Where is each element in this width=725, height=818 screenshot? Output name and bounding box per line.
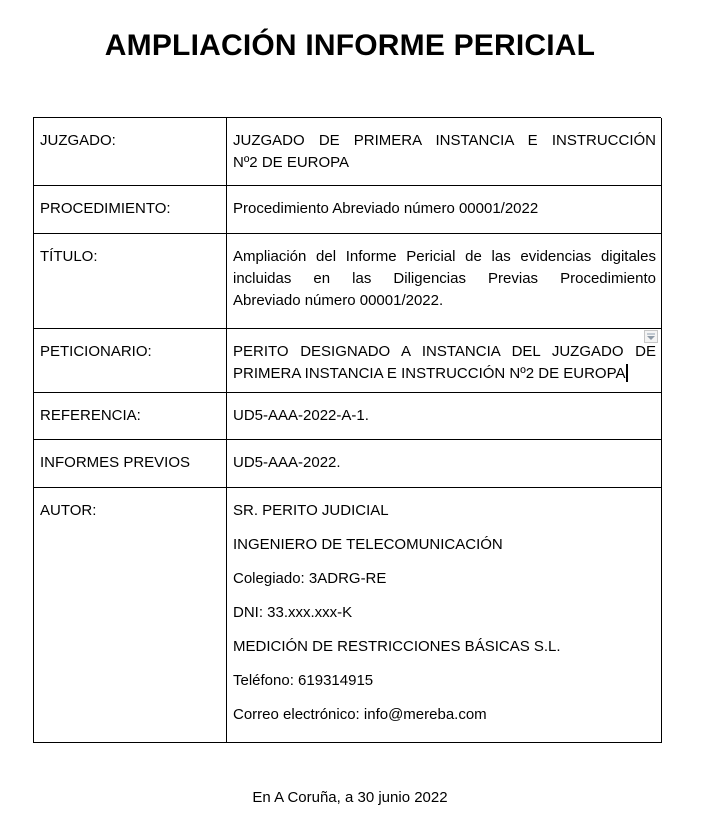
chevron-down-icon	[647, 336, 655, 340]
label-text[interactable]: AUTOR:	[40, 502, 97, 519]
label-text[interactable]: JUZGADO:	[40, 132, 116, 149]
row-value-informes-previos	[227, 440, 662, 488]
info-table	[33, 117, 661, 743]
row-value-procedimiento	[227, 186, 662, 234]
row-label-referencia	[34, 393, 227, 440]
text-line[interactable]: Ampliación del Informe Pericial de las evidencias digitales	[233, 248, 656, 265]
text-line[interactable]: Nº2 DE EUROPA	[233, 154, 350, 171]
text-line-with-caret[interactable]	[233, 363, 656, 385]
text-line[interactable]: PERITO DESIGNADO A INSTANCIA DEL JUZGADO DE	[233, 343, 656, 360]
row-value-juzgado	[227, 118, 662, 186]
author-line[interactable]: DNI: 33.xxx.xxx-K	[233, 604, 353, 621]
author-line[interactable]: INGENIERO DE TELECOMUNICACIÓN	[233, 536, 503, 553]
text-line[interactable]: Abreviado número 00001/2022.	[233, 292, 444, 309]
autocorrect-bar-icon	[647, 333, 655, 335]
author-line[interactable]: MEDICIÓN DE RESTRICCIONES BÁSICAS S.L.	[233, 638, 561, 655]
autocorrect-options-button[interactable]	[644, 330, 658, 343]
document-title[interactable]: AMPLIACIÓN INFORME PERICIAL	[104, 29, 596, 62]
row-value-peticionario[interactable]	[227, 329, 662, 393]
label-text[interactable]: PROCEDIMIENTO:	[40, 200, 171, 217]
document-footer-dateline[interactable]: En A Coruña, a 30 junio 2022	[252, 789, 448, 806]
row-label-juzgado	[34, 118, 227, 186]
row-label-procedimiento	[34, 186, 227, 234]
row-label-informes-previos	[34, 440, 227, 488]
text-line[interactable]: PRIMERA INSTANCIA E INSTRUCCIÓN Nº2 DE EUROPA	[233, 365, 626, 382]
text-line[interactable]: UD5-AAA-2022.	[233, 454, 341, 471]
author-line[interactable]: SR. PERITO JUDICIAL	[233, 502, 389, 519]
row-label-peticionario	[34, 329, 227, 393]
label-text[interactable]: REFERENCIA:	[40, 407, 141, 424]
author-line[interactable]: Colegiado: 3ADRG-RE	[233, 570, 387, 587]
label-text[interactable]: TÍTULO:	[40, 248, 98, 265]
text-line[interactable]: Procedimiento Abreviado número 00001/2022	[233, 200, 539, 217]
row-label-titulo	[34, 234, 227, 329]
author-line[interactable]: Teléfono: 619314915	[233, 672, 374, 689]
label-text[interactable]: PETICIONARIO:	[40, 343, 152, 360]
row-value-titulo	[227, 234, 662, 329]
row-label-autor	[34, 488, 227, 743]
label-text[interactable]: INFORMES PREVIOS	[40, 454, 191, 471]
text-line[interactable]: JUZGADO DE PRIMERA INSTANCIA E INSTRUCCIÓN	[233, 132, 656, 149]
text-line[interactable]: incluidas en las Diligencias Previas Procedimiento	[233, 270, 656, 287]
author-line[interactable]: Correo electrónico: info@mereba.com	[233, 706, 487, 723]
row-value-referencia	[227, 393, 662, 440]
text-line[interactable]: UD5-AAA-2022-A-1.	[233, 407, 369, 424]
row-value-autor	[227, 488, 662, 743]
text-caret	[626, 364, 628, 382]
